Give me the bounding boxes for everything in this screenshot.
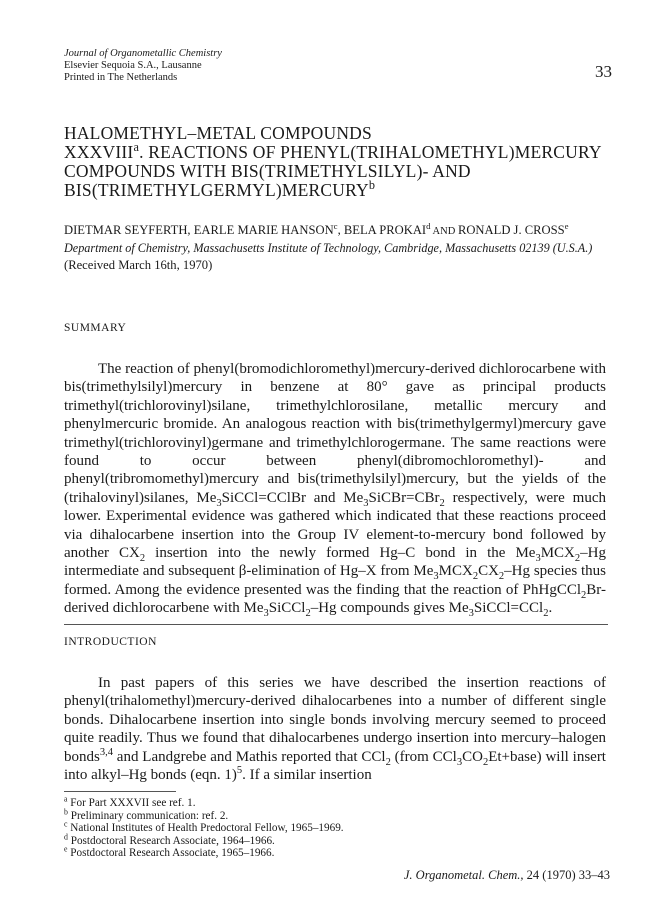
- footnote-rule: [64, 791, 176, 792]
- footnote-a: $^a$ For Part XXXVII see ref. 1.: [64, 794, 196, 809]
- title-line-4: BIS(TRIMETHYLGERMYL)MERCURY$^b$: [64, 178, 376, 200]
- footnote-b: $^b$ Preliminary communication: ref. 2.: [64, 806, 229, 822]
- printed-line: Printed in The Netherlands: [64, 72, 178, 83]
- title-line-2: XXXVIII$^a$. REACTIONS OF PHENYL(TRIHALOMETHYL)MERCURY: [64, 140, 602, 162]
- summary-text: The reaction of phenyl(bromodichloromethyl)mercury-derived dichlorocarbene with bis(trimethylsilyl)mercury in benzene at 80° gave as principal products trimethyl(trichlorovinyl)silane, trimethylchlorosilane, metallic mercury and phenylmercuric bromide. An analogous reaction with bis(trimethylgermyl)mercury gave trimethyl(trichlorovinyl)germane and trimethylchlorogermane. The same reactions were found to occur between phenyl(dibromochloromethyl)- and phenyl(tribromomethyl)mercury and bis(trimethylsilyl)mercury, but the yields of the (trihalovinyl)silanes, $Me_3SiCCl=CClBr$ and $Me_3SiCBr=CBr_2$ respectively, were much lower. Experimental evidence was gathered which indicated that these reactions proceed via dihalocarbene insertion into the Group IV element-to-mercury bond followed by another $CX_2$ insertion into the newly formed Hg–C bond in the $Me_3MCX_2-Hg$ intermediate and subsequent β-elimination of Hg–X from $Me_3MCX_2CX_2-Hg$ species thus formed. Among the evidence presented was the finding that the reaction of PhHgCCl$_2$Br-derived dichlorocarbene with $Me_3SiCCl_2-Hg$ compounds gives $Me_3SiCCl=CCl_2$.: [64, 361, 606, 620]
- introduction-text: In past papers of this series we have described the insertion reactions of phenyl(trihalomethyl)mercury-derived dihalocarbenes into a number of different single bonds. Dihalocarbene insertion into single bonds involving mercury seemed to proceed quite readily. Thus we found that dihalocarbenes undergo insertion into mercury–halogen bonds$^{3,4}$ and Landgrebe and Mathis reported that CCl$_2$ (from $CCl_3CO_2Et+base$) will insert into alkyl–Hg bonds (eqn. 1)$^5$. If a similar insertion: [64, 675, 606, 784]
- title-line-3: COMPOUNDS WITH BIS(TRIMETHYLSILYL)- AND: [64, 161, 471, 181]
- author-block: [64, 222, 634, 274]
- section-divider: [64, 624, 608, 625]
- title-line-1: HALOMETHYL–METAL COMPOUNDS: [64, 123, 372, 143]
- footnote-c: $^c$ National Institutes of Health Predoctoral Fellow, 1965–1969.: [64, 819, 344, 835]
- publisher-line: Elsevier Sequoia S.A., Lausanne: [64, 60, 202, 71]
- journal-name: Journal of Organometallic Chemistry: [64, 48, 222, 59]
- page-number: 33: [595, 62, 612, 81]
- introduction-heading: INTRODUCTION: [64, 636, 157, 648]
- journal-citation-footer: J. Organometal. Chem., 24 (1970) 33–43: [403, 868, 610, 882]
- received-date: (Received March 16th, 1970): [64, 258, 213, 272]
- footnote-d: $^d$ Postdoctoral Research Associate, 1964–1966.: [64, 832, 275, 847]
- footnotes: [64, 794, 604, 860]
- footnote-e: $^e$ Postdoctoral Research Associate, 1965–1966.: [64, 844, 275, 860]
- author-names: DIETMAR SEYFERTH, EARLE MARIE HANSON$^c$, BELA PROKAI$^d$ AND RONALD J. CROSS$^e$: [64, 220, 569, 237]
- summary-heading: SUMMARY: [64, 322, 127, 334]
- affiliation: Department of Chemistry, Massachusetts Institute of Technology, Cambridge, Massachusetts 02139 (U.S.A.): [64, 241, 593, 255]
- article-title: [64, 124, 624, 200]
- journal-header: [64, 48, 222, 84]
